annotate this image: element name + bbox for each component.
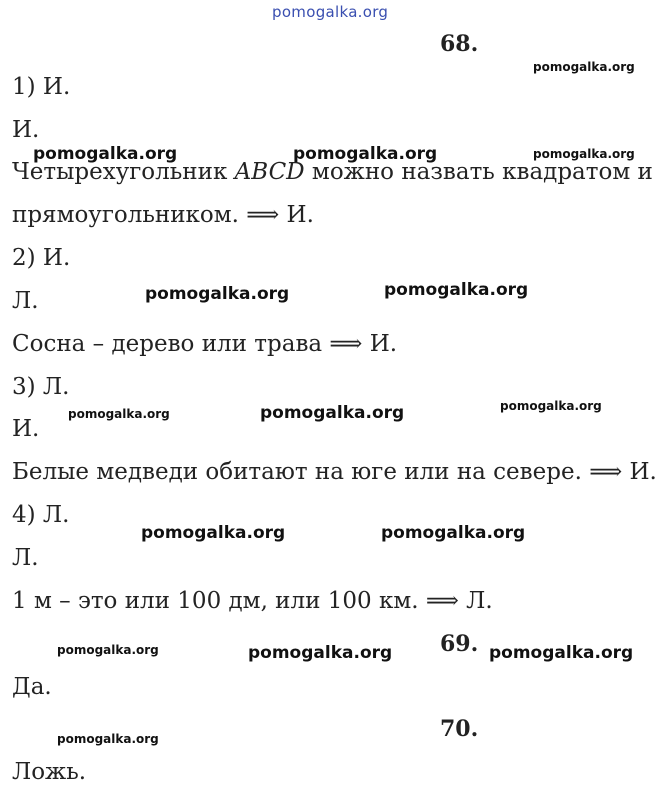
- watermark: pomogalka.org: [381, 523, 526, 543]
- answer-line: Ложь.: [12, 759, 87, 785]
- watermark: pomogalka.org: [57, 732, 159, 746]
- watermark: pomogalka.org: [145, 284, 290, 304]
- statement-text: Четырехугольник: [12, 159, 235, 185]
- watermark: pomogalka.org: [533, 60, 635, 74]
- watermark: pomogalka.org: [384, 280, 529, 300]
- watermark: pomogalka.org: [57, 643, 159, 657]
- statement-line: прямоугольником. ⟹ И.: [12, 202, 314, 228]
- statement-line: [12, 157, 653, 187]
- answer-line: И.: [12, 416, 40, 442]
- answer-2-label: 2) И.: [12, 245, 71, 271]
- problem-number-70: 70.: [440, 716, 479, 742]
- watermark: pomogalka.org: [33, 144, 178, 164]
- watermark: pomogalka.org: [489, 643, 634, 663]
- answer-line: Л.: [12, 545, 39, 571]
- answer-1-label: 1) И.: [12, 74, 71, 100]
- answer-line: Л.: [12, 288, 39, 314]
- problem-number-68: 68.: [440, 31, 479, 57]
- statement-line: Белые медведи обитают на юге или на севере. ⟹ И.: [12, 459, 657, 485]
- answer-line: И.: [12, 117, 40, 143]
- statement-line: 1 м – это или 100 дм, или 100 км. ⟹ Л.: [12, 588, 493, 614]
- statement-text: можно назвать квадратом и: [304, 159, 653, 185]
- problem-number-69: 69.: [440, 631, 479, 657]
- answer-3-label: 3) Л.: [12, 374, 70, 400]
- watermark: pomogalka.org: [248, 643, 393, 663]
- answer-line: Да.: [12, 674, 52, 700]
- statement-variable: ABCD: [234, 159, 305, 185]
- answer-4-label: 4) Л.: [12, 502, 70, 528]
- watermark: pomogalka.org: [533, 147, 635, 161]
- watermark: pomogalka.org: [260, 403, 405, 423]
- watermark: pomogalka.org: [293, 144, 438, 164]
- watermark: pomogalka.org: [500, 399, 602, 413]
- watermark: pomogalka.org: [68, 407, 170, 421]
- watermark: pomogalka.org: [141, 523, 286, 543]
- statement-line: Сосна – дерево или трава ⟹ И.: [12, 331, 398, 357]
- watermark-top: pomogalka.org: [272, 3, 389, 21]
